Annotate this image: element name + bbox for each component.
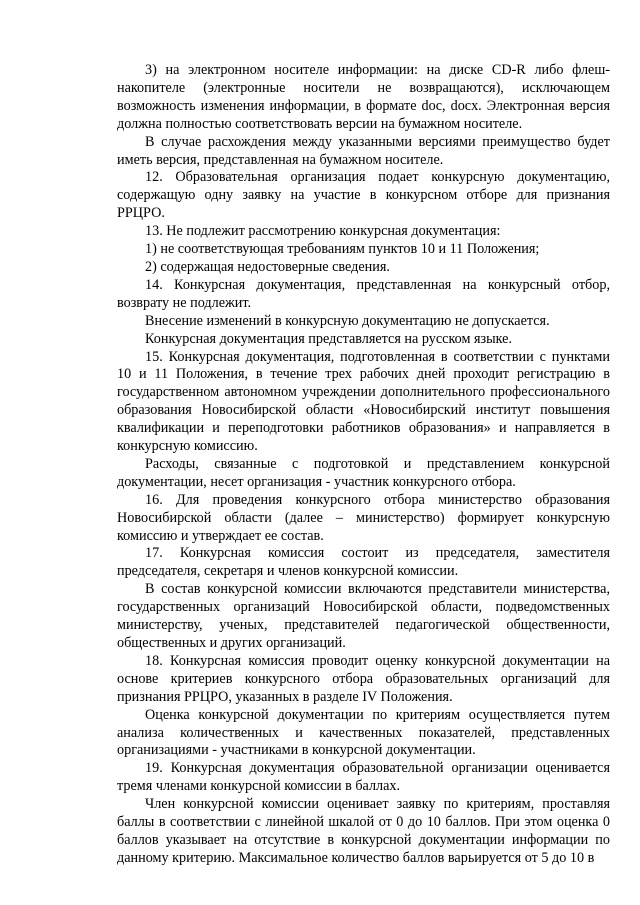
- paragraph-no-changes: Внесение изменений в конкурсную документацию не допускается.: [145, 312, 550, 329]
- paragraph-item-3-electronic-media: 3) на электронном носителе информации: на диске CD-R либо флеш-накопителе (электронные носители не возвращаются), исключающем возможность изменения информации, в формате doc, docx. Электронная версия должна полностью соответствовать версии на бумажном носителе.: [117, 62, 610, 132]
- paragraph-clause-18: 18. Конкурсная комиссия проводит оценку конкурсной документации на основе критериев конкурсного отбора образовательных организаций для признания РРЦРО, указанных в разделе IV Положения.: [117, 652, 610, 705]
- paragraph-evaluation-method: Оценка конкурсной документации по критериям осуществляется путем анализа количественных и качественных показателей, представленных организациями - участниками в конкурсной документации.: [117, 706, 610, 759]
- paragraph-clause-14: 14. Конкурсная документация, представленная на конкурсный отбор, возврату не подлежит.: [117, 276, 610, 311]
- document-page: [117, 62, 610, 868]
- paragraph-russian-language: Конкурсная документация представляется на русском языке.: [145, 330, 513, 347]
- paragraph-clause-13-item-1: 1) не соответствующая требованиям пунктов 10 и 11 Положения;: [145, 241, 540, 258]
- paragraph-clause-12: 12. Образовательная организация подает конкурсную документацию, содержащую одну заявку на участие в конкурсном отборе для признания РРЦРО.: [117, 169, 610, 222]
- paragraph-clause-16: 16. Для проведения конкурсного отбора министерство образования Новосибирской области (далее – министерство) формирует конкурсную комиссию и утверждает ее состав.: [117, 491, 610, 544]
- paragraph-version-discrepancy: В случае расхождения между указанными версиями преимущество будет иметь версия, представленная на бумажном носителе.: [117, 133, 610, 168]
- paragraph-commission-composition: В состав конкурсной комиссии включаются представители министерства, государственных организаций Новосибирской области, подведомственных министерству, ученых, представителей педагогической общественности, общественных и других организаций.: [117, 581, 610, 651]
- paragraph-expenses: Расходы, связанные с подготовкой и представлением конкурсной документации, несет организация - участник конкурсного отбора.: [117, 455, 610, 490]
- paragraph-clause-19: 19. Конкурсная документация образовательной организации оценивается тремя членами конкурсной комиссии в баллах.: [117, 760, 610, 795]
- paragraph-clause-15: 15. Конкурсная документация, подготовленная в соответствии с пунктами 10 и 11 Положения, в течение трех рабочих дней проходит регистрацию в государственном автономном учреждении дополнительного профессионального образования Новосибирской области «Новосибирский институт повышения квалификации и переподготовки работников образования» и направляется в конкурсную комиссию.: [117, 348, 610, 455]
- paragraph-clause-17: 17. Конкурсная комиссия состоит из председателя, заместителя председателя, секретаря и членов конкурсной комиссии.: [117, 545, 610, 580]
- paragraph-clause-13-item-2: 2) содержащая недостоверные сведения.: [145, 258, 390, 275]
- paragraph-scoring-scale: Член конкурсной комиссии оценивает заявку по критериям, проставляя баллы в соответствии с линейной шкалой от 0 до 10 баллов. При этом оценка 0 баллов указывает на отсутствие в конкурсной документации информации по данному критерию. Максимальное количество баллов варьируется от 5 до 10 в: [117, 796, 610, 866]
- paragraph-clause-13: 13. Не подлежит рассмотрению конкурсная документация:: [145, 223, 501, 240]
